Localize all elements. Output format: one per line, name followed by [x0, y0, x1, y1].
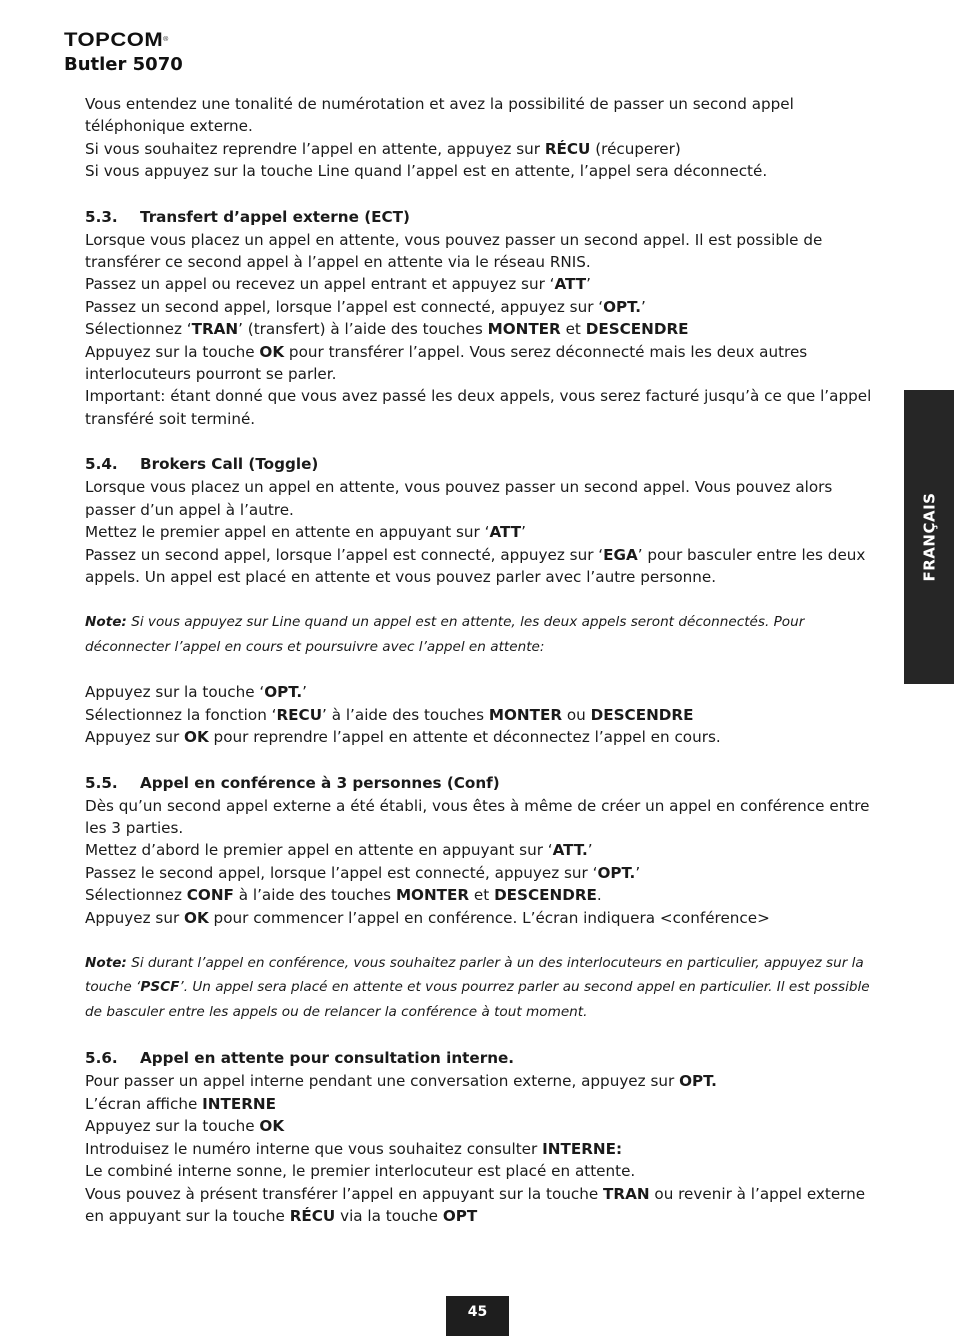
text-run: via la touche — [335, 1206, 443, 1225]
bold-run: RÉCU — [289, 1206, 336, 1225]
bold-run: CONF — [186, 886, 234, 905]
bold-run: INTERNE — [202, 1094, 277, 1113]
body-paragraph — [85, 229, 885, 274]
bold-run: ATT — [554, 275, 587, 294]
bold-run: Note: — [85, 614, 127, 631]
body-paragraph — [85, 476, 885, 521]
text-run: Important: étant donné que vous avez passé les deux appels, vous serez facturé jusqu’à ce que l’appel transféré soit terminé. — [85, 387, 872, 428]
intro-paragraph: Si vous appuyez sur la touche Line quand l’appel est en attente, l’appel sera déconnecté. — [85, 162, 768, 181]
section-title: Appel en attente pour consultation interne. — [140, 1049, 515, 1068]
text-run: Sélectionnez la fonction ‘ — [85, 705, 277, 724]
bold-run: INTERNE: — [542, 1139, 623, 1158]
page-header — [64, 30, 183, 75]
section-title: Brokers Call (Toggle) — [140, 455, 319, 474]
page-content — [85, 93, 885, 1227]
bold-run: DESCENDRE — [494, 886, 597, 905]
note-paragraph — [85, 610, 885, 659]
section-title: Transfert d’appel externe (ECT) — [140, 207, 410, 226]
text-run: Passez un appel ou recevez un appel entrant et appuyez sur ‘ — [85, 275, 555, 294]
bold-run: OPT. — [264, 683, 303, 702]
body-paragraph — [85, 1070, 885, 1092]
model-name: Butler 5070 — [64, 54, 183, 75]
section-number: 5.6. — [85, 1049, 118, 1068]
bold-run: ATT. — [552, 841, 588, 860]
section-number: 5.5. — [85, 773, 118, 792]
text-run: Sélectionnez ‘ — [85, 320, 192, 339]
brand-logo: TOPCOM® — [64, 28, 169, 51]
text-run: ’ — [587, 841, 593, 860]
bold-run: MONTER — [487, 320, 561, 339]
text-run: . — [596, 886, 602, 905]
bold-run: OPT. — [603, 297, 641, 316]
text-run: Passez un second appel, lorsque l’appel est connecté, appuyez sur ‘ — [85, 297, 604, 316]
text-run: Si durant l’appel en conférence, vous souhaitez parler à un des interlocuteurs en particulier, appuyez sur la touche ‘ — [85, 954, 864, 996]
body-paragraph — [85, 726, 885, 748]
bold-run: OPT — [442, 1206, 478, 1225]
language-tab — [904, 390, 954, 684]
paragraph-gap — [85, 659, 885, 681]
section-number: 5.4. — [85, 455, 118, 474]
bold-run: DESCENDRE — [585, 320, 689, 339]
text-run: Appuyez sur la touche — [85, 1117, 260, 1136]
paragraph-gap — [85, 929, 885, 951]
section-heading — [85, 452, 885, 476]
body-paragraph — [85, 884, 885, 906]
intro-paragraph: Vous entendez une tonalité de numérotation et avez la possibilité de passer un second appel téléphonique externe. — [85, 95, 794, 136]
text-run: ’ — [635, 863, 641, 882]
text-run: Appuyez sur la touche — [85, 342, 260, 361]
text-run: ’. Un appel sera placé en attente et vous pourrez parler au second appel en particulier. Il est possible de basculer entre les appels ou de relancer la conférence à tout moment. — [85, 979, 870, 1020]
bold-run: RÉCU — [544, 139, 591, 158]
bold-run: TRAN — [191, 320, 239, 339]
text-run: Si vous souhaitez reprendre l’appel en attente, appuyez sur — [85, 139, 545, 158]
bold-run: OK — [259, 342, 285, 361]
body-paragraph — [85, 704, 885, 726]
text-run: Mettez d’abord le premier appel en attente en appuyant sur ‘ — [85, 841, 553, 860]
text-run: ’ — [521, 523, 526, 542]
body-paragraph — [85, 862, 885, 884]
text-run: Passez le second appel, lorsque l’appel est connecté, appuyez sur ‘ — [85, 863, 598, 882]
text-run: ’ à l’aide des touches — [322, 705, 489, 724]
text-run: Vous pouvez à présent transférer l’appel en appuyant sur la touche — [85, 1184, 604, 1203]
body-paragraph — [85, 385, 885, 430]
body-paragraph — [85, 296, 885, 318]
bold-run: OK — [259, 1117, 285, 1136]
bold-run: OK — [184, 728, 209, 747]
bold-run: EGA — [603, 545, 638, 564]
text-run: Sélectionnez — [85, 886, 187, 905]
text-run: L’écran affiche — [85, 1094, 203, 1113]
body-paragraph — [85, 341, 885, 386]
bold-run: ATT — [489, 523, 522, 542]
section-title: Appel en conférence à 3 personnes (Conf) — [140, 773, 500, 792]
page-number: 45 — [446, 1296, 509, 1336]
body-paragraph — [85, 521, 885, 543]
text-run: Le combiné interne sonne, le premier interlocuteur est placé en attente. — [85, 1162, 636, 1181]
text-run: ’ (transfert) à l’aide des touches — [238, 320, 488, 339]
bold-run: Note: — [85, 954, 127, 971]
paragraph-gap — [85, 588, 885, 610]
text-run: et — [469, 886, 495, 905]
body-paragraph — [85, 1160, 885, 1182]
text-run: ou revenir à l’appel externe en appuyant sur la touche — [85, 1184, 866, 1225]
bold-run: OK — [184, 908, 209, 927]
bold-run: PSCF — [140, 979, 180, 996]
text-run: Appuyez sur — [85, 728, 185, 747]
section-gap — [85, 430, 885, 452]
body-paragraph — [85, 1138, 885, 1160]
section-gap — [85, 183, 885, 205]
text-run: Lorsque vous placez un appel en attente, vous pouvez passer un second appel. Il est possible de transférer ce second appel à l’appel en attente via le réseau RNIS. — [85, 230, 823, 272]
bold-run: OPT. — [597, 863, 636, 882]
body-paragraph — [85, 318, 885, 340]
section-heading — [85, 771, 885, 795]
text-run: Dès qu’un second appel externe a été établi, vous êtes à même de créer un appel en conférence entre les 3 parties. — [85, 796, 870, 837]
text-run: ’ pour basculer entre les deux appels. Un appel est placé en attente et vous pouvez parler avec l’autre personne. — [85, 545, 866, 586]
text-run: pour commencer l’appel en conférence. L’écran indiquera <conférence> — [208, 908, 770, 927]
body-paragraph — [85, 544, 885, 589]
text-run: Passez un second appel, lorsque l’appel est connecté, appuyez sur ‘ — [85, 545, 604, 564]
text-run: ou — [562, 705, 591, 724]
section-gap — [85, 749, 885, 771]
bold-run: TRAN — [603, 1184, 650, 1203]
bold-run: RECU — [276, 705, 323, 724]
section-number: 5.3. — [85, 207, 118, 226]
body-paragraph — [85, 1115, 885, 1137]
body-paragraph — [85, 1093, 885, 1115]
body-paragraph — [85, 795, 885, 840]
text-run: Appuyez sur la touche ‘ — [85, 683, 265, 702]
bold-run: MONTER — [488, 705, 563, 724]
section-heading — [85, 1046, 885, 1070]
bold-run: MONTER — [395, 886, 470, 905]
text-run: (récuperer) — [590, 139, 681, 158]
text-run: Si vous appuyez sur Line quand un appel est en attente, les deux appels seront déconnectés. Pour déconnecter l’appel en cours et poursuivre avec l’appel en attente: — [85, 614, 805, 655]
bold-run: OPT. — [679, 1072, 717, 1091]
text-run: et — [560, 320, 586, 339]
body-paragraph — [85, 839, 885, 861]
body-paragraph — [85, 681, 885, 703]
text-run: pour reprendre l’appel en attente et déconnectez l’appel en cours. — [208, 728, 721, 747]
text-run: Introduisez le numéro interne que vous souhaitez consulter — [85, 1139, 543, 1158]
note-paragraph — [85, 951, 885, 1025]
text-run: pour transférer l’appel. Vous serez déconnecté mais les deux autres interlocuteurs pourront se parler. — [85, 342, 808, 384]
text-run: ’ — [302, 683, 307, 702]
text-run: à l’aide des touches — [233, 886, 396, 905]
body-paragraph — [85, 907, 885, 929]
text-run: Mettez le premier appel en attente en appuyant sur ‘ — [85, 523, 490, 542]
text-run: ’ — [586, 275, 591, 294]
bold-run: DESCENDRE — [590, 705, 694, 724]
text-run: Lorsque vous placez un appel en attente, vous pouvez passer un second appel. Vous pouvez alors passer d’un appel à l’autre. — [85, 478, 833, 519]
body-paragraph — [85, 273, 885, 295]
text-run: Appuyez sur — [85, 908, 185, 927]
text-run: Pour passer un appel interne pendant une conversation externe, appuyez sur — [85, 1072, 680, 1091]
intro-paragraph — [85, 138, 885, 160]
text-run: ’ — [641, 297, 646, 316]
section-heading — [85, 205, 885, 229]
section-gap — [85, 1024, 885, 1046]
language-tab-label: FRANÇAIS — [920, 492, 938, 582]
body-paragraph — [85, 1183, 885, 1228]
